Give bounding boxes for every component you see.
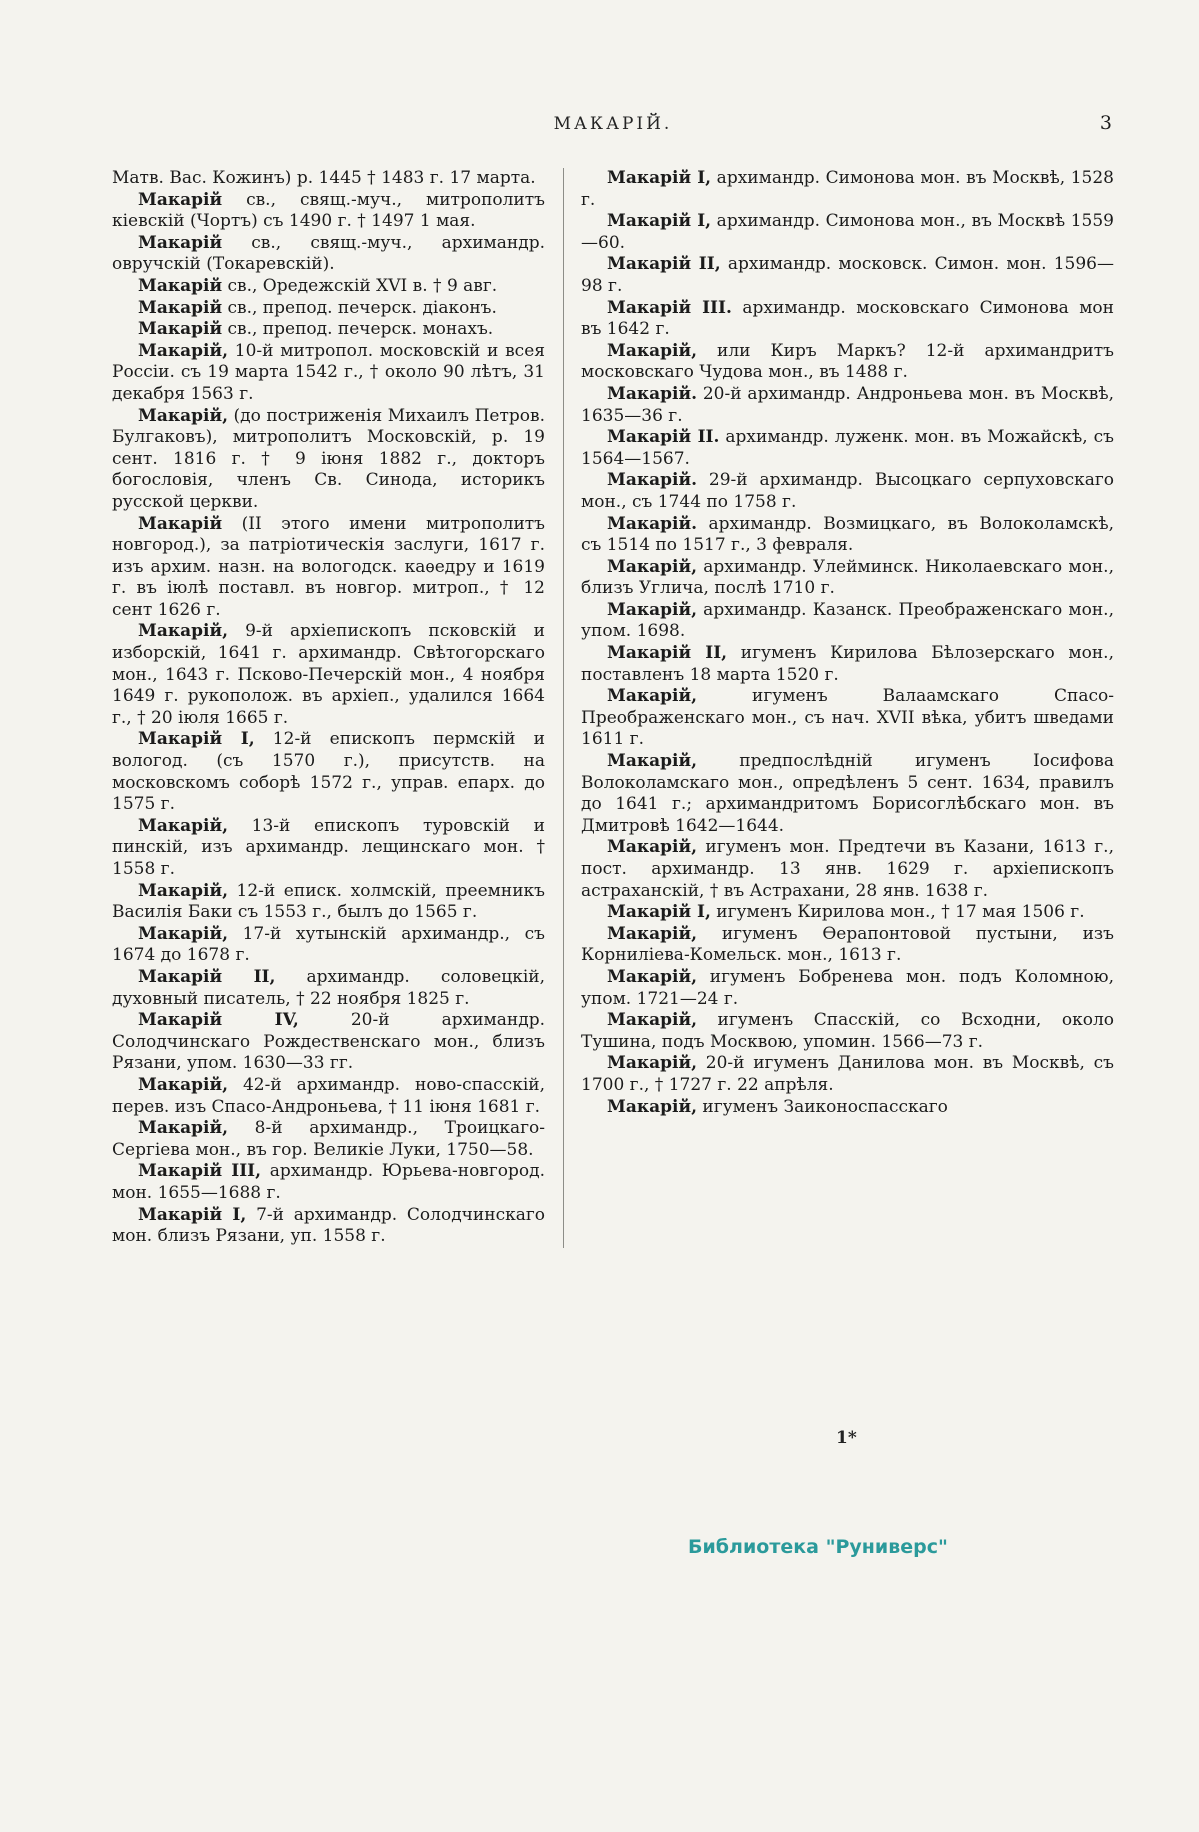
dictionary-entry: Макарій. 20-й архимандр. Андроньева мон. въ Москвѣ, 1635—36 г. <box>581 383 1114 426</box>
two-column-text-block <box>112 168 1114 1248</box>
entry-headword: Макарій, <box>607 599 697 620</box>
dictionary-entry: Макарій, 8-й архимандр., Троицкаго-Сергіева мон., въ гор. Великіе Луки, 1750—58. <box>112 1118 545 1160</box>
dictionary-entry: Макарій III, архимандр. Юрьева-новгород. мон. 1655—1688 г. <box>112 1161 546 1203</box>
dictionary-entry: Макарій, игуменъ Спасскій, со Всходни, около Тушина, подъ Москвою, упомин. 1566—73 г. <box>581 1010 1114 1052</box>
entry-headword: Макарій I, <box>607 902 711 923</box>
dictionary-entry: Макарій св., препод. печерск. монахъ. <box>138 319 494 340</box>
entry-headword: Макарій, <box>607 556 697 577</box>
entry-headword: Макарій, <box>607 1096 697 1117</box>
page-number: 3 <box>1099 112 1112 134</box>
library-watermark: Библиотека "Руниверс" <box>688 1536 948 1558</box>
printer-signature-mark: 1* <box>836 1428 857 1448</box>
dictionary-entry: Макарій II. архимандр. луженк. мон. въ Можайскѣ, съ 1564—1567. <box>581 427 1114 469</box>
dictionary-entry: Макарій I, 12-й епископъ пермскій и вологод. (съ 1570 г.), присутств. на московскомъ соборѣ 1572 г., управ. епарх. до 1575 г. <box>112 729 546 815</box>
dictionary-entry: Макарій, 10-й митропол. московскій и всея Россіи. съ 19 марта 1542 г., † около 90 лѣтъ, 31 декабря 1563 г. <box>112 340 545 404</box>
entry-headword: Макарій III, <box>138 1161 262 1182</box>
dictionary-entry: Макарій, игуменъ Заиконоспасскаго <box>607 1096 948 1117</box>
dictionary-entry: Макарій, игуменъ мон. Предтечи въ Казани, 1613 г., пост. архимандр. 13 янв. 1629 г. архіепископъ астраханскій, † въ Астрахани, 28 янв. 1638 г. <box>581 837 1114 901</box>
entry-headword: Макарій, <box>607 1010 697 1031</box>
left-column <box>112 168 564 1248</box>
dictionary-entry: Макарій, 12-й еписк. холмскій, преемникъ Василія Баки съ 1553 г., былъ до 1565 г. <box>112 880 545 923</box>
entry-headword: Макарій III. <box>607 297 732 318</box>
dictionary-entry: Макарій, игуменъ Бобренева мон. подъ Коломною, упом. 1721—24 г. <box>581 966 1114 1009</box>
dictionary-entry: Макарій св., препод. печерск. діаконъ. <box>138 297 497 318</box>
entry-headword: Макарій, <box>607 751 697 772</box>
entry-headword: Макарій I, <box>138 729 255 750</box>
page-content <box>112 112 1114 1248</box>
entry-headword: Макарій, <box>138 880 228 901</box>
dictionary-entry: Макарій св., свящ.-муч., митрополитъ кіевскій (Чортъ) съ 1490 г. † 1497 1 мая. <box>112 189 545 232</box>
entry-headword: Макарій II. <box>607 427 720 448</box>
dictionary-entry: Макарій I, игуменъ Кирилова мон., † 17 мая 1506 г. <box>607 902 1085 923</box>
entry-headword: Макарій II, <box>607 254 721 275</box>
dictionary-entry: Макарій. 29-й архимандр. Высоцкаго серпуховскаго мон., съ 1744 по 1758 г. <box>581 470 1114 512</box>
dictionary-entry: Макарій, предпослѣдній игуменъ Іосифова Волоколамскаго мон., опредѣленъ 5 сент. 1634, правилъ до 1641 г.; архимандритомъ Борисоглѣбскаго мон. въ Дмитровѣ 1642—1644. <box>581 751 1114 836</box>
entry-headword: Макарій, <box>607 1053 697 1074</box>
entry-headword: Макарій I, <box>607 211 712 232</box>
dictionary-entry: Макарій I, архимандр. Симонова мон., въ Москвѣ 1559—60. <box>581 211 1114 253</box>
dictionary-entry: Макарій, архимандр. Улейминск. Николаевскаго мон., близъ Углича, послѣ 1710 г. <box>581 556 1114 599</box>
running-title: МАКАРІЙ. <box>553 114 673 134</box>
entry-headword: Макарій, <box>138 621 228 642</box>
entry-headword: Макарій, <box>607 923 697 944</box>
entry-headword: Макарій, <box>138 1118 228 1139</box>
entry-headword: Макарій <box>138 275 223 296</box>
entry-headword: Макарій, <box>607 837 697 858</box>
dictionary-entry: Макарій I, архимандр. Симонова мон. въ Москвѣ, 1528 г. <box>581 168 1114 210</box>
dictionary-entry: Макарій, архимандр. Казанск. Преображенскаго мон., упом. 1698. <box>581 599 1114 642</box>
dictionary-entry: Макарій, (до постриженія Михаилъ Петров. Булгаковъ), митрополитъ Московскій, р. 19 сент. 1816 г. † 9 іюня 1882 г., докторъ богословія, членъ Св. Синода, историкъ русской церкви. <box>112 405 545 512</box>
dictionary-entry: Макарій, 42-й архимандр. ново-спасскій, перев. изъ Спасо-Андроньева, † 11 іюня 1681 г. <box>112 1074 545 1117</box>
dictionary-entry: Макарій, 9-й архіепископъ псковскій и изборскій, 1641 г. архимандр. Свѣтогорскаго мон., 1643 г. Псково-Печерскій мон., 4 ноября 1649 г. рукополож. въ архіеп., удалился 1664 г., † 20 іюля 1665 г. <box>112 621 545 728</box>
right-column <box>564 168 1114 1248</box>
dictionary-entry: Макарій II, архимандр. московск. Симон. мон. 1596—98 г. <box>581 254 1114 296</box>
dictionary-entry: Макарій, 17-й хутынскій архимандр., съ 1674 до 1678 г. <box>112 923 545 966</box>
dictionary-entry: Макарій св., Оредежскій XVI в. † 9 авг. <box>138 275 498 296</box>
entry-headword: Макарій IV, <box>138 1010 299 1031</box>
entry-headword: Макарій II, <box>607 643 728 664</box>
entry-headword: Макарій I, <box>138 1204 247 1225</box>
dictionary-entry: Макарій (II этого имени митрополитъ новгород.), за патріотическія заслуги, 1617 г. изъ архим. назн. на вологодск. каѳедру и 1619 г. въ іюлѣ поставл. въ новгор. митроп., † 12 сент 1626 г. <box>112 513 545 620</box>
entry-headword: Макарій. <box>607 470 697 491</box>
page-header <box>112 112 1114 142</box>
dictionary-entry: Макарій, игуменъ Ѳерапонтовой пустыни, изъ Корниліева-Комельск. мон., 1613 г. <box>581 923 1114 966</box>
entry-headword: Макарій, <box>138 405 228 426</box>
dictionary-entry: Матв. Вас. Кожинъ) р. 1445 † 1483 г. 17 марта. <box>112 168 536 188</box>
entry-headword: Макарій <box>138 189 223 210</box>
dictionary-entry: Макарій II, архимандр. соловецкій, духовный писатель, † 22 ноября 1825 г. <box>112 966 545 1009</box>
entry-headword: Макарій, <box>138 815 228 836</box>
dictionary-entry: Макарій, 13-й епископъ туровскій и пинскій, изъ архимандр. лещинскаго мон. † 1558 г. <box>112 815 545 879</box>
entry-headword: Макарій, <box>138 1074 228 1095</box>
entry-headword: Макарій <box>138 232 223 253</box>
entry-headword: Макарій <box>138 319 223 340</box>
entry-headword: Макарій. <box>607 383 697 404</box>
dictionary-entry: Макарій II, игуменъ Кирилова Бѣлозерскаго мон., поставленъ 18 марта 1520 г. <box>581 643 1114 685</box>
entry-headword: Макарій. <box>607 513 697 534</box>
entry-headword: Макарій <box>138 513 223 534</box>
entry-headword: Макарій <box>138 297 223 318</box>
dictionary-entry: Макарій, или Киръ Маркъ? 12-й архимандритъ московскаго Чудова мон., въ 1488 г. <box>581 340 1114 383</box>
dictionary-entry: Макарій IV, 20-й архимандр. Солодчинскаго Рождественскаго мон., близъ Рязани, упом. 1630—33 гг. <box>112 1010 545 1074</box>
dictionary-entry: Макарій III. архимандр. московскаго Симонова мон въ 1642 г. <box>581 297 1114 340</box>
dictionary-entry: Макарій I, 7-й архимандр. Солодчинскаго мон. близъ Рязани, уп. 1558 г. <box>112 1204 545 1247</box>
entry-headword: Макарій I, <box>607 168 712 188</box>
entry-headword: Макарій, <box>607 966 697 987</box>
entry-headword: Макарій II, <box>138 966 276 987</box>
entry-headword: Макарій, <box>138 340 228 361</box>
dictionary-entry: Макарій, 20-й игуменъ Данилова мон. въ Москвѣ, съ 1700 г., † 1727 г. 22 апрѣля. <box>581 1053 1114 1095</box>
dictionary-entry: Макарій. архимандр. Возмицкаго, въ Волоколамскѣ, съ 1514 по 1517 г., 3 февраля. <box>581 513 1114 556</box>
dictionary-entry: Макарій, игуменъ Валаамскаго Спасо-Преображенскаго мон., съ нач. XVII вѣка, убитъ шведами 1611 г. <box>581 686 1114 750</box>
dictionary-entry: Макарій св., свящ.-муч., архимандр. овручскій (Токаревскій). <box>112 232 545 275</box>
entry-headword: Макарій, <box>138 923 228 944</box>
entry-headword: Макарій, <box>607 686 697 707</box>
entry-headword: Макарій, <box>607 340 697 361</box>
